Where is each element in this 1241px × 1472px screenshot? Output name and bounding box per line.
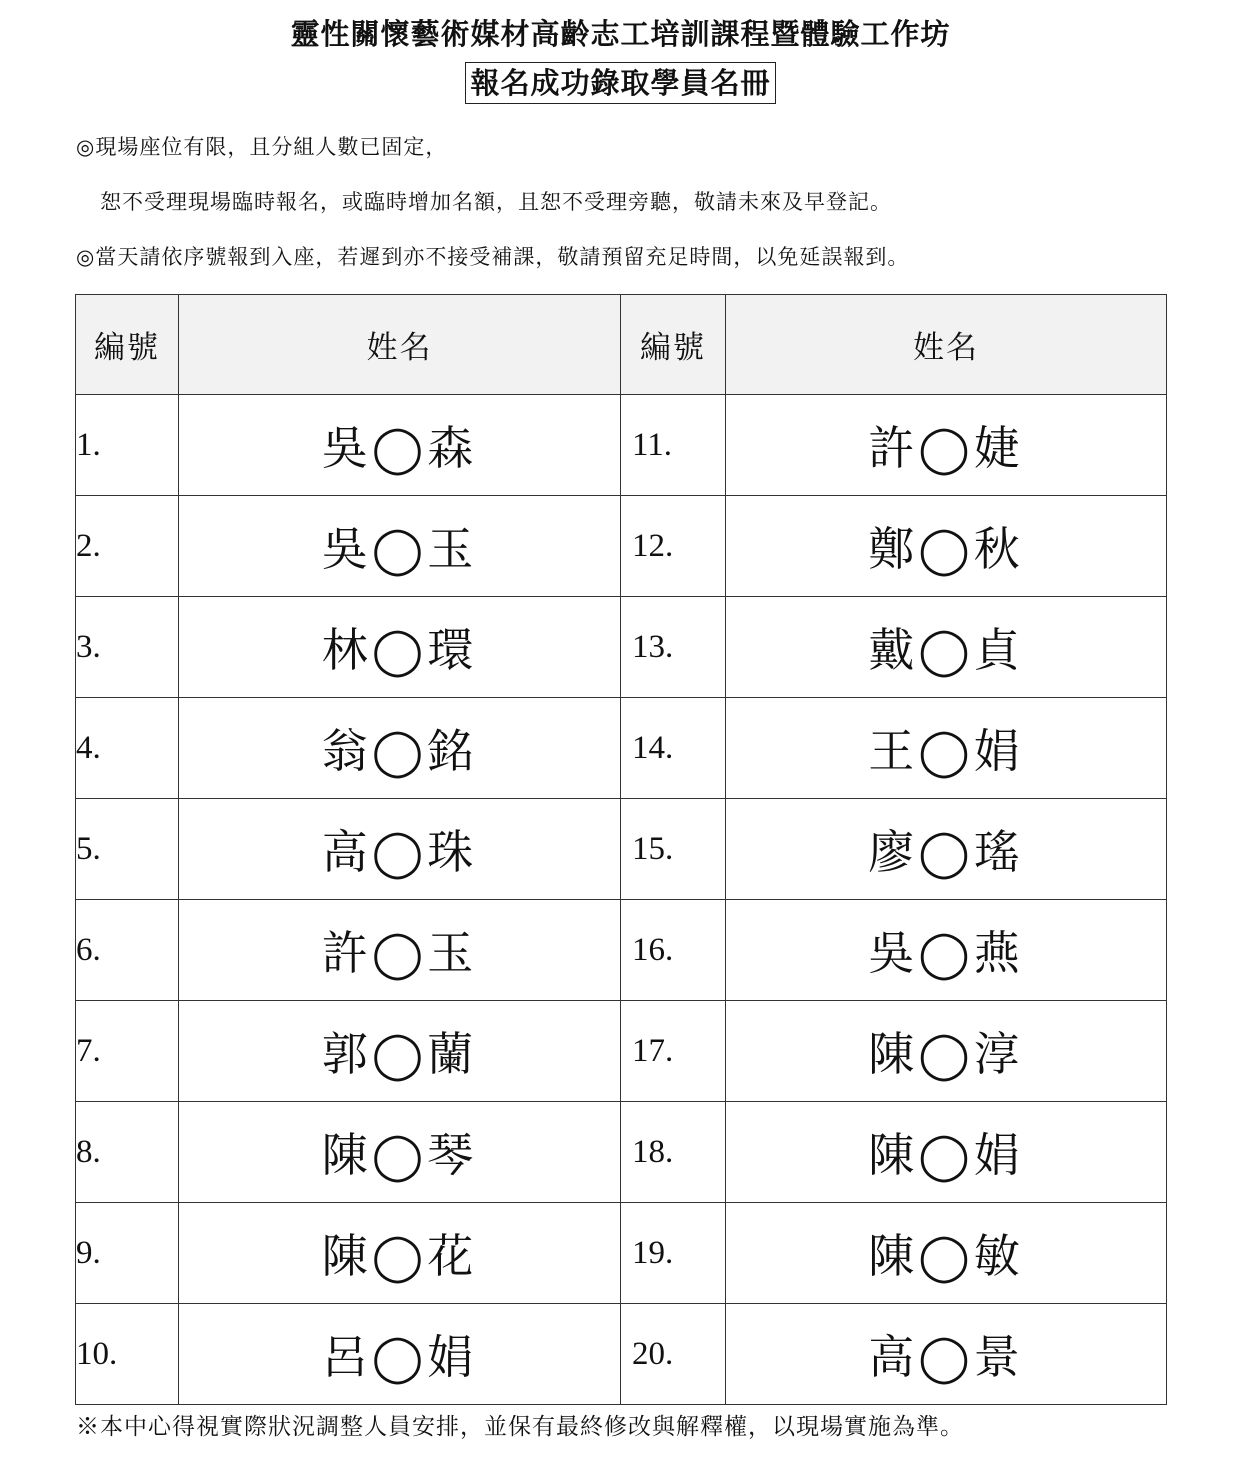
row-number-left: 2. — [76, 496, 179, 597]
row-number-right: 14. — [621, 698, 726, 799]
student-name-right: 陳◯敏 — [726, 1203, 1167, 1304]
student-name-right: 廖◯瑤 — [726, 799, 1167, 900]
document-title: 靈性關懷藝術媒材高齡志工培訓課程暨體驗工作坊 — [290, 17, 951, 51]
table-row — [76, 1304, 1167, 1405]
notice-line-2: 恕不受理現場臨時報名，或臨時增加名額，且恕不受理旁聽，敬請未來及早登記。 — [100, 190, 892, 214]
student-name-left: 呂◯娟 — [179, 1304, 621, 1405]
student-name-right: 鄭◯秋 — [726, 496, 1167, 597]
row-number-left: 10. — [76, 1304, 179, 1405]
row-number-left: 7. — [76, 1001, 179, 1102]
subtitle-wrapper — [0, 62, 1241, 104]
table-row — [76, 597, 1167, 698]
student-name-right: 許◯婕 — [726, 395, 1167, 496]
table-row — [76, 1203, 1167, 1304]
header-number-right: 編號 — [621, 295, 726, 395]
student-name-right: 高◯景 — [726, 1304, 1167, 1405]
notice-line-1: ◎現場座位有限，且分組人數已固定， — [76, 135, 448, 159]
roster-body — [76, 395, 1167, 1405]
row-number-right: 12. — [621, 496, 726, 597]
row-number-left: 6. — [76, 900, 179, 1001]
student-name-left: 許◯玉 — [179, 900, 621, 1001]
student-name-right: 陳◯淳 — [726, 1001, 1167, 1102]
student-name-left: 吳◯森 — [179, 395, 621, 496]
roster-table — [75, 294, 1167, 1405]
document-subtitle: 報名成功錄取學員名冊 — [465, 62, 775, 104]
table-row — [76, 1001, 1167, 1102]
table-row — [76, 395, 1167, 496]
notice-line-3: ◎當天請依序號報到入座，若遲到亦不接受補課，敬請預留充足時間，以免延誤報到。 — [76, 245, 910, 269]
header-number-left: 編號 — [76, 295, 179, 395]
table-row — [76, 496, 1167, 597]
row-number-left: 1. — [76, 395, 179, 496]
table-header-row — [76, 295, 1167, 395]
student-name-left: 郭◯蘭 — [179, 1001, 621, 1102]
student-name-right: 吳◯燕 — [726, 900, 1167, 1001]
row-number-right: 16. — [621, 900, 726, 1001]
row-number-right: 17. — [621, 1001, 726, 1102]
table-row — [76, 698, 1167, 799]
student-name-right: 戴◯貞 — [726, 597, 1167, 698]
row-number-left: 8. — [76, 1102, 179, 1203]
row-number-right: 15. — [621, 799, 726, 900]
table-row — [76, 900, 1167, 1001]
row-number-left: 9. — [76, 1203, 179, 1304]
row-number-right: 11. — [621, 395, 726, 496]
row-number-right: 13. — [621, 597, 726, 698]
student-name-left: 吳◯玉 — [179, 496, 621, 597]
row-number-right: 20. — [621, 1304, 726, 1405]
footer-note: ※本中心得視實際狀況調整人員安排，並保有最終修改與解釋權，以現場實施為準。 — [76, 1414, 964, 1440]
student-name-right: 陳◯娟 — [726, 1102, 1167, 1203]
student-name-left: 高◯珠 — [179, 799, 621, 900]
student-name-right: 王◯娟 — [726, 698, 1167, 799]
row-number-right: 18. — [621, 1102, 726, 1203]
table-row — [76, 799, 1167, 900]
table-row — [76, 1102, 1167, 1203]
student-name-left: 林◯環 — [179, 597, 621, 698]
header-name-right: 姓名 — [726, 295, 1167, 395]
header-name-left: 姓名 — [179, 295, 621, 395]
student-name-left: 陳◯花 — [179, 1203, 621, 1304]
row-number-left: 3. — [76, 597, 179, 698]
student-name-left: 陳◯琴 — [179, 1102, 621, 1203]
row-number-right: 19. — [621, 1203, 726, 1304]
student-name-left: 翁◯銘 — [179, 698, 621, 799]
row-number-left: 5. — [76, 799, 179, 900]
row-number-left: 4. — [76, 698, 179, 799]
